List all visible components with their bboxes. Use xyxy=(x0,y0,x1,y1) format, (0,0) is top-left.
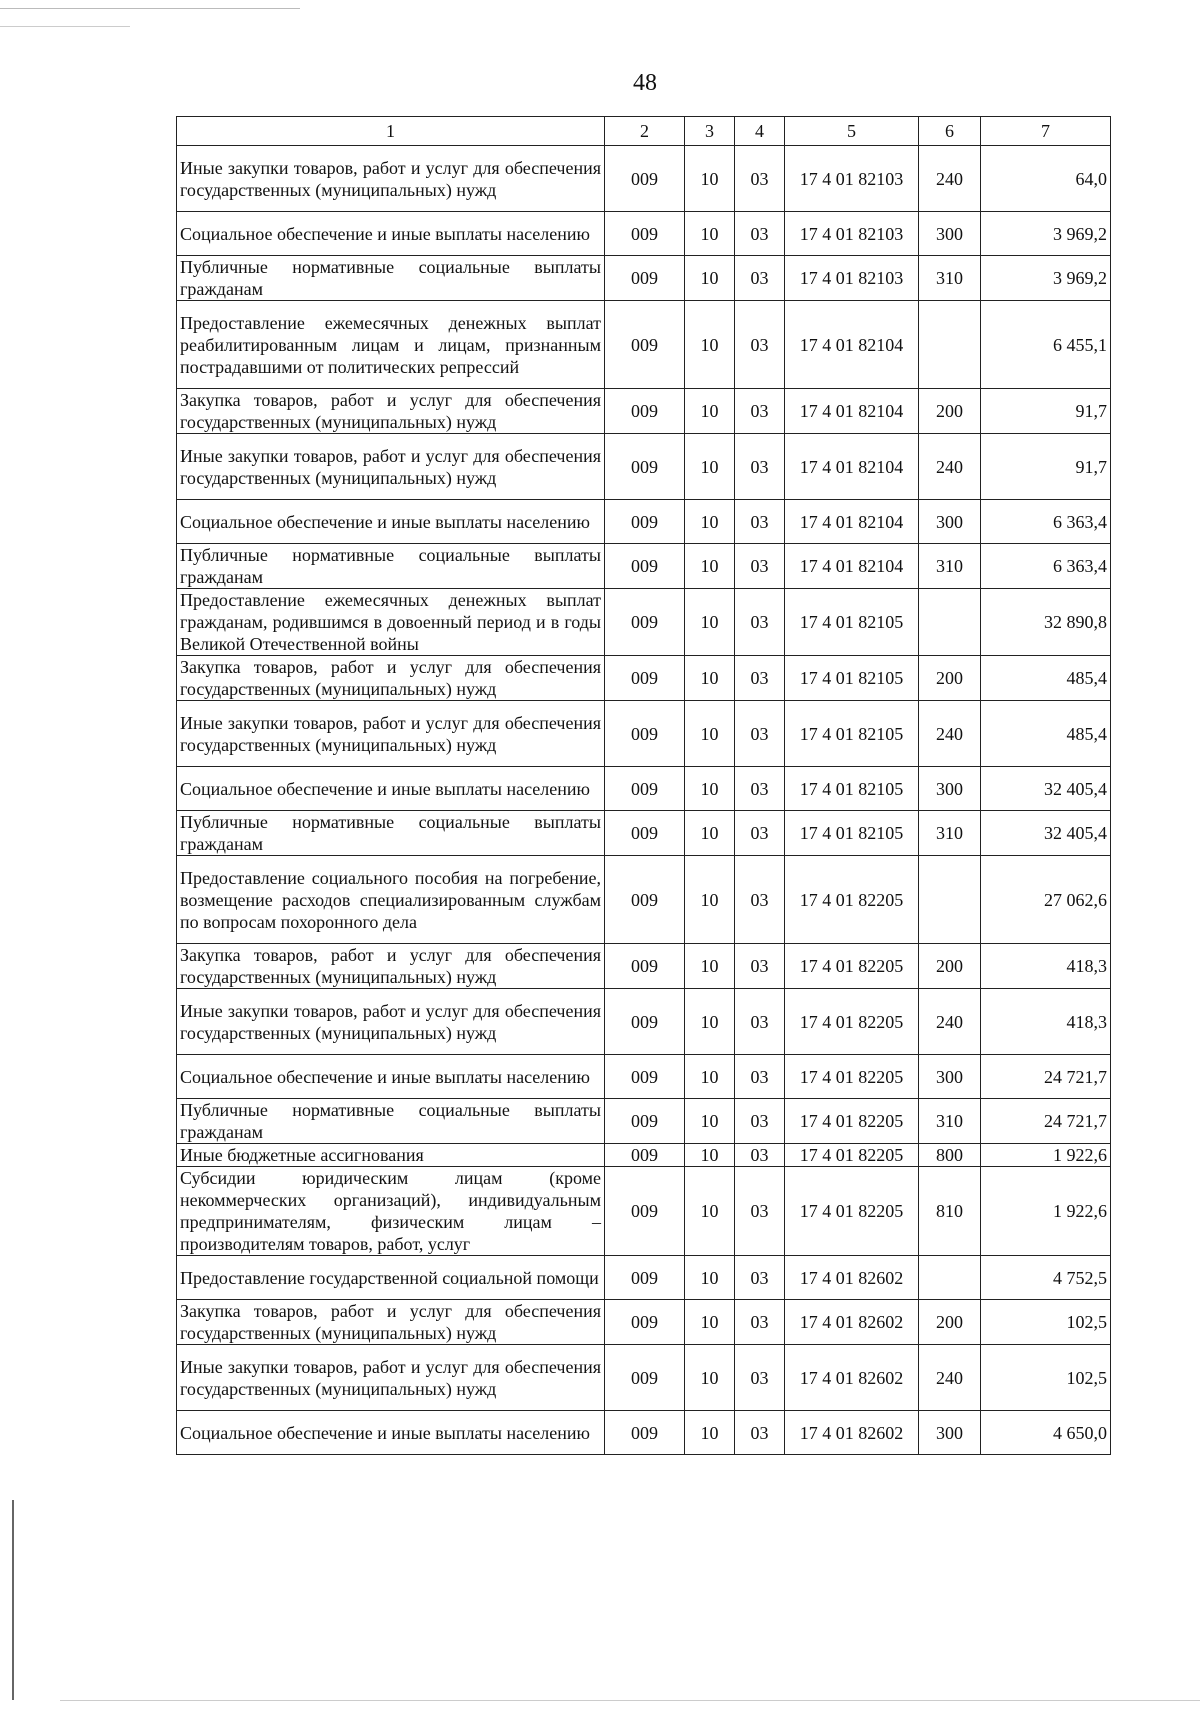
target-article-cell: 17 4 01 82105 xyxy=(785,589,919,656)
row-description-cell: Предоставление социального пособия на погребение, возмещение расходов специализированным службам по вопросам похоронного дела xyxy=(177,856,605,944)
row-description-cell: Социальное обеспечение и иные выплаты населению xyxy=(177,212,605,256)
table-row xyxy=(177,656,1111,701)
expense-type-cell: 240 xyxy=(919,989,981,1055)
section-code-cell: 10 xyxy=(685,1411,735,1455)
amount-cell: 24 721,7 xyxy=(981,1099,1111,1144)
subsection-code-cell: 03 xyxy=(735,1099,785,1144)
table-row xyxy=(177,500,1111,544)
subsection-code-cell: 03 xyxy=(735,146,785,212)
department-code-cell: 009 xyxy=(605,434,685,500)
subsection-code-cell: 03 xyxy=(735,944,785,989)
section-code-cell: 10 xyxy=(685,389,735,434)
row-description-cell: Предоставление ежемесячных денежных выплат реабилитированным лицам и лицам, признанным пострадавшими от политических репрессий xyxy=(177,301,605,389)
table-row xyxy=(177,389,1111,434)
row-description-cell: Иные закупки товаров, работ и услуг для обеспечения государственных (муниципальных) нужд xyxy=(177,989,605,1055)
amount-cell: 27 062,6 xyxy=(981,856,1111,944)
department-code-cell: 009 xyxy=(605,767,685,811)
column-header: 4 xyxy=(735,117,785,146)
section-code-cell: 10 xyxy=(685,989,735,1055)
section-code-cell: 10 xyxy=(685,1055,735,1099)
expense-type-cell xyxy=(919,589,981,656)
target-article-cell: 17 4 01 82103 xyxy=(785,256,919,301)
column-header: 5 xyxy=(785,117,919,146)
row-description-cell: Закупка товаров, работ и услуг для обеспечения государственных (муниципальных) нужд xyxy=(177,656,605,701)
amount-cell: 32 890,8 xyxy=(981,589,1111,656)
expense-type-cell: 200 xyxy=(919,944,981,989)
row-description-cell: Социальное обеспечение и иные выплаты населению xyxy=(177,767,605,811)
table-row xyxy=(177,989,1111,1055)
table-row xyxy=(177,811,1111,856)
row-description-cell: Социальное обеспечение и иные выплаты населению xyxy=(177,1411,605,1455)
section-code-cell: 10 xyxy=(685,146,735,212)
scan-artifact-line xyxy=(12,1500,14,1700)
subsection-code-cell: 03 xyxy=(735,589,785,656)
subsection-code-cell: 03 xyxy=(735,989,785,1055)
amount-cell: 6 363,4 xyxy=(981,500,1111,544)
subsection-code-cell: 03 xyxy=(735,767,785,811)
subsection-code-cell: 03 xyxy=(735,500,785,544)
expense-type-cell: 300 xyxy=(919,1055,981,1099)
expense-type-cell: 240 xyxy=(919,1345,981,1411)
section-code-cell: 10 xyxy=(685,589,735,656)
table-row xyxy=(177,1167,1111,1256)
row-description-cell: Публичные нормативные социальные выплаты гражданам xyxy=(177,256,605,301)
target-article-cell: 17 4 01 82104 xyxy=(785,544,919,589)
subsection-code-cell: 03 xyxy=(735,434,785,500)
amount-cell: 24 721,7 xyxy=(981,1055,1111,1099)
row-description-cell: Публичные нормативные социальные выплаты гражданам xyxy=(177,544,605,589)
section-code-cell: 10 xyxy=(685,256,735,301)
section-code-cell: 10 xyxy=(685,500,735,544)
section-code-cell: 10 xyxy=(685,1167,735,1256)
expense-type-cell: 300 xyxy=(919,500,981,544)
table-row xyxy=(177,1345,1111,1411)
department-code-cell: 009 xyxy=(605,1345,685,1411)
department-code-cell: 009 xyxy=(605,544,685,589)
section-code-cell: 10 xyxy=(685,944,735,989)
expense-type-cell: 310 xyxy=(919,544,981,589)
section-code-cell: 10 xyxy=(685,856,735,944)
target-article-cell: 17 4 01 82105 xyxy=(785,767,919,811)
subsection-code-cell: 03 xyxy=(735,389,785,434)
department-code-cell: 009 xyxy=(605,856,685,944)
expense-type-cell xyxy=(919,301,981,389)
row-description-cell: Публичные нормативные социальные выплаты гражданам xyxy=(177,1099,605,1144)
subsection-code-cell: 03 xyxy=(735,701,785,767)
section-code-cell: 10 xyxy=(685,212,735,256)
department-code-cell: 009 xyxy=(605,500,685,544)
section-code-cell: 10 xyxy=(685,544,735,589)
row-description-cell: Социальное обеспечение и иные выплаты населению xyxy=(177,500,605,544)
table-row xyxy=(177,146,1111,212)
column-header: 3 xyxy=(685,117,735,146)
target-article-cell: 17 4 01 82205 xyxy=(785,856,919,944)
column-header: 2 xyxy=(605,117,685,146)
amount-cell: 1 922,6 xyxy=(981,1144,1111,1167)
target-article-cell: 17 4 01 82602 xyxy=(785,1300,919,1345)
department-code-cell: 009 xyxy=(605,146,685,212)
table-row xyxy=(177,856,1111,944)
page-number: 48 xyxy=(633,70,657,96)
department-code-cell: 009 xyxy=(605,1167,685,1256)
subsection-code-cell: 03 xyxy=(735,656,785,701)
row-description-cell: Иные закупки товаров, работ и услуг для обеспечения государственных (муниципальных) нужд xyxy=(177,1345,605,1411)
department-code-cell: 009 xyxy=(605,1300,685,1345)
subsection-code-cell: 03 xyxy=(735,301,785,389)
row-description-cell: Субсидии юридическим лицам (кроме некоммерческих организаций), индивидуальным предпринимателям, физическим лицам – производителям товаров, работ, услуг xyxy=(177,1167,605,1256)
table-header-row xyxy=(177,117,1111,146)
amount-cell: 485,4 xyxy=(981,656,1111,701)
target-article-cell: 17 4 01 82104 xyxy=(785,500,919,544)
department-code-cell: 009 xyxy=(605,1099,685,1144)
table-row xyxy=(177,212,1111,256)
subsection-code-cell: 03 xyxy=(735,544,785,589)
expense-type-cell: 810 xyxy=(919,1167,981,1256)
row-description-cell: Социальное обеспечение и иные выплаты населению xyxy=(177,1055,605,1099)
table-row xyxy=(177,1411,1111,1455)
target-article-cell: 17 4 01 82602 xyxy=(785,1256,919,1300)
column-header: 7 xyxy=(981,117,1111,146)
subsection-code-cell: 03 xyxy=(735,1256,785,1300)
row-description-cell: Закупка товаров, работ и услуг для обеспечения государственных (муниципальных) нужд xyxy=(177,1300,605,1345)
amount-cell: 102,5 xyxy=(981,1300,1111,1345)
department-code-cell: 009 xyxy=(605,1411,685,1455)
target-article-cell: 17 4 01 82105 xyxy=(785,811,919,856)
target-article-cell: 17 4 01 82104 xyxy=(785,301,919,389)
amount-cell: 91,7 xyxy=(981,389,1111,434)
budget-table xyxy=(176,116,1111,1455)
scan-artifact-line xyxy=(60,1700,1200,1701)
section-code-cell: 10 xyxy=(685,811,735,856)
target-article-cell: 17 4 01 82103 xyxy=(785,212,919,256)
target-article-cell: 17 4 01 82602 xyxy=(785,1345,919,1411)
expense-type-cell: 310 xyxy=(919,811,981,856)
table-row xyxy=(177,1300,1111,1345)
target-article-cell: 17 4 01 82205 xyxy=(785,989,919,1055)
department-code-cell: 009 xyxy=(605,1144,685,1167)
department-code-cell: 009 xyxy=(605,656,685,701)
amount-cell: 64,0 xyxy=(981,146,1111,212)
subsection-code-cell: 03 xyxy=(735,1144,785,1167)
table-row xyxy=(177,1055,1111,1099)
expense-type-cell: 240 xyxy=(919,434,981,500)
section-code-cell: 10 xyxy=(685,1256,735,1300)
section-code-cell: 10 xyxy=(685,434,735,500)
row-description-cell: Иные закупки товаров, работ и услуг для обеспечения государственных (муниципальных) нужд xyxy=(177,434,605,500)
row-description-cell: Закупка товаров, работ и услуг для обеспечения государственных (муниципальных) нужд xyxy=(177,944,605,989)
row-description-cell: Предоставление ежемесячных денежных выплат гражданам, родившимся в довоенный период и в годы Великой Отечественной войны xyxy=(177,589,605,656)
row-description-cell: Иные закупки товаров, работ и услуг для обеспечения государственных (муниципальных) нужд xyxy=(177,146,605,212)
row-description-cell: Публичные нормативные социальные выплаты гражданам xyxy=(177,811,605,856)
expense-type-cell: 300 xyxy=(919,767,981,811)
column-header: 6 xyxy=(919,117,981,146)
department-code-cell: 009 xyxy=(605,989,685,1055)
table-row xyxy=(177,1144,1111,1167)
table-row xyxy=(177,301,1111,389)
subsection-code-cell: 03 xyxy=(735,856,785,944)
table-row xyxy=(177,256,1111,301)
department-code-cell: 009 xyxy=(605,256,685,301)
amount-cell: 6 455,1 xyxy=(981,301,1111,389)
table-row xyxy=(177,701,1111,767)
subsection-code-cell: 03 xyxy=(735,1055,785,1099)
subsection-code-cell: 03 xyxy=(735,256,785,301)
row-description-cell: Иные закупки товаров, работ и услуг для обеспечения государственных (муниципальных) нужд xyxy=(177,701,605,767)
subsection-code-cell: 03 xyxy=(735,1345,785,1411)
scan-artifact-line xyxy=(0,26,130,27)
target-article-cell: 17 4 01 82205 xyxy=(785,944,919,989)
department-code-cell: 009 xyxy=(605,301,685,389)
department-code-cell: 009 xyxy=(605,212,685,256)
amount-cell: 418,3 xyxy=(981,944,1111,989)
expense-type-cell: 240 xyxy=(919,146,981,212)
amount-cell: 4 752,5 xyxy=(981,1256,1111,1300)
amount-cell: 3 969,2 xyxy=(981,256,1111,301)
section-code-cell: 10 xyxy=(685,301,735,389)
target-article-cell: 17 4 01 82104 xyxy=(785,434,919,500)
target-article-cell: 17 4 01 82205 xyxy=(785,1144,919,1167)
amount-cell: 1 922,6 xyxy=(981,1167,1111,1256)
table-row xyxy=(177,589,1111,656)
subsection-code-cell: 03 xyxy=(735,1167,785,1256)
target-article-cell: 17 4 01 82205 xyxy=(785,1099,919,1144)
target-article-cell: 17 4 01 82205 xyxy=(785,1167,919,1256)
amount-cell: 32 405,4 xyxy=(981,767,1111,811)
row-description-cell: Закупка товаров, работ и услуг для обеспечения государственных (муниципальных) нужд xyxy=(177,389,605,434)
expense-type-cell: 300 xyxy=(919,212,981,256)
section-code-cell: 10 xyxy=(685,1300,735,1345)
table-body xyxy=(177,146,1111,1455)
amount-cell: 6 363,4 xyxy=(981,544,1111,589)
expense-type-cell xyxy=(919,1256,981,1300)
section-code-cell: 10 xyxy=(685,767,735,811)
subsection-code-cell: 03 xyxy=(735,1411,785,1455)
target-article-cell: 17 4 01 82105 xyxy=(785,701,919,767)
target-article-cell: 17 4 01 82104 xyxy=(785,389,919,434)
table-row xyxy=(177,1099,1111,1144)
target-article-cell: 17 4 01 82602 xyxy=(785,1411,919,1455)
section-code-cell: 10 xyxy=(685,656,735,701)
amount-cell: 4 650,0 xyxy=(981,1411,1111,1455)
amount-cell: 3 969,2 xyxy=(981,212,1111,256)
department-code-cell: 009 xyxy=(605,1256,685,1300)
amount-cell: 485,4 xyxy=(981,701,1111,767)
expense-type-cell: 300 xyxy=(919,1411,981,1455)
department-code-cell: 009 xyxy=(605,389,685,434)
table-row xyxy=(177,944,1111,989)
department-code-cell: 009 xyxy=(605,701,685,767)
department-code-cell: 009 xyxy=(605,1055,685,1099)
amount-cell: 32 405,4 xyxy=(981,811,1111,856)
row-description-cell: Иные бюджетные ассигнования xyxy=(177,1144,605,1167)
amount-cell: 91,7 xyxy=(981,434,1111,500)
section-code-cell: 10 xyxy=(685,701,735,767)
row-description-cell: Предоставление государственной социальной помощи xyxy=(177,1256,605,1300)
expense-type-cell: 200 xyxy=(919,389,981,434)
target-article-cell: 17 4 01 82103 xyxy=(785,146,919,212)
section-code-cell: 10 xyxy=(685,1099,735,1144)
subsection-code-cell: 03 xyxy=(735,212,785,256)
expense-type-cell: 310 xyxy=(919,1099,981,1144)
department-code-cell: 009 xyxy=(605,589,685,656)
expense-type-cell: 310 xyxy=(919,256,981,301)
section-code-cell: 10 xyxy=(685,1345,735,1411)
department-code-cell: 009 xyxy=(605,944,685,989)
expense-type-cell: 200 xyxy=(919,656,981,701)
subsection-code-cell: 03 xyxy=(735,1300,785,1345)
expense-type-cell xyxy=(919,856,981,944)
table-row xyxy=(177,544,1111,589)
target-article-cell: 17 4 01 82205 xyxy=(785,1055,919,1099)
subsection-code-cell: 03 xyxy=(735,811,785,856)
table-row xyxy=(177,434,1111,500)
expense-type-cell: 200 xyxy=(919,1300,981,1345)
section-code-cell: 10 xyxy=(685,1144,735,1167)
target-article-cell: 17 4 01 82105 xyxy=(785,656,919,701)
department-code-cell: 009 xyxy=(605,811,685,856)
table-row xyxy=(177,1256,1111,1300)
scan-artifact-line xyxy=(0,8,300,9)
column-header: 1 xyxy=(177,117,605,146)
expense-type-cell: 800 xyxy=(919,1144,981,1167)
amount-cell: 418,3 xyxy=(981,989,1111,1055)
table-row xyxy=(177,767,1111,811)
expense-type-cell: 240 xyxy=(919,701,981,767)
amount-cell: 102,5 xyxy=(981,1345,1111,1411)
